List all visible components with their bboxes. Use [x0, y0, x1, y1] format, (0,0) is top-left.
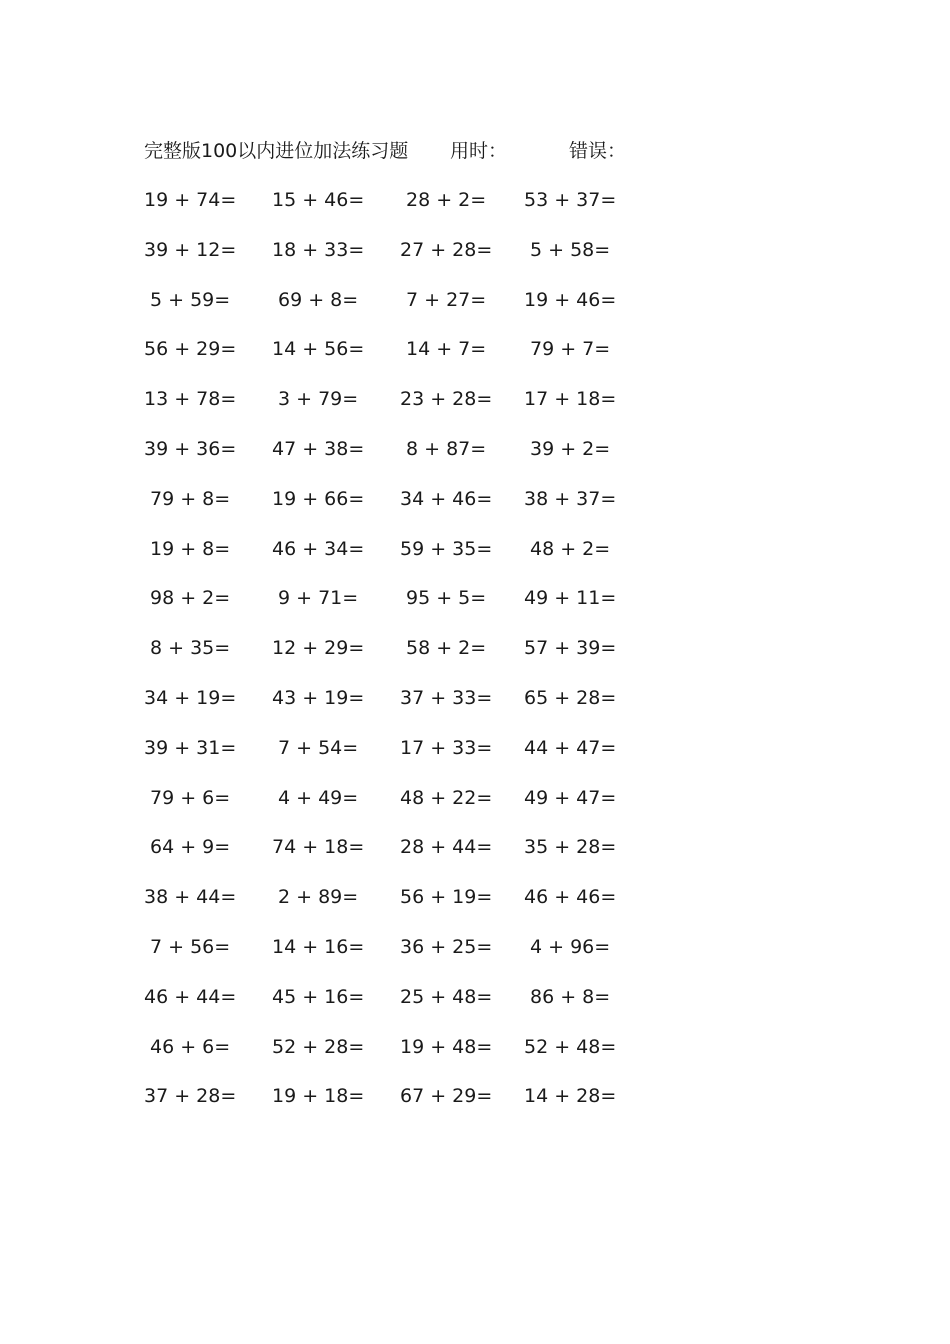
addition-problem: 52 + 48= [524, 1035, 617, 1058]
addition-problem: 25 + 48= [400, 985, 493, 1008]
addition-problem: 65 + 28= [524, 687, 617, 709]
addition-problem: 39 + 31= [144, 736, 237, 759]
problem-row [0, 434, 950, 464]
addition-problem: 3 + 79= [278, 388, 359, 411]
addition-problem: 19 + 74= [144, 189, 237, 211]
addition-problem: 79 + 7= [530, 338, 611, 361]
addition-problem: 9 + 71= [278, 587, 359, 610]
problem-row [0, 384, 950, 414]
addition-problem: 34 + 19= [144, 687, 237, 709]
addition-problem: 7 + 56= [150, 936, 231, 958]
addition-problem: 37 + 33= [400, 687, 493, 709]
addition-problem: 44 + 47= [524, 736, 617, 759]
addition-problem: 49 + 47= [524, 786, 617, 809]
addition-problem: 79 + 8= [150, 487, 231, 510]
addition-problem: 5 + 58= [530, 238, 611, 261]
addition-problem: 56 + 29= [144, 338, 237, 361]
problem-row [0, 932, 950, 962]
problem-row [0, 633, 950, 663]
addition-problem: 5 + 59= [150, 288, 231, 311]
addition-problem: 14 + 28= [524, 1085, 617, 1108]
addition-problem: 47 + 38= [272, 438, 365, 460]
problem-row [0, 534, 950, 564]
addition-problem: 4 + 96= [530, 936, 611, 958]
addition-problem: 14 + 16= [272, 936, 365, 958]
addition-problem: 19 + 66= [272, 487, 365, 510]
addition-problem: 48 + 22= [400, 786, 493, 809]
addition-problem: 8 + 87= [406, 438, 487, 460]
addition-problem: 38 + 44= [144, 886, 237, 909]
time-used-label: 用时： [450, 140, 508, 162]
addition-problem: 17 + 18= [524, 388, 617, 411]
problem-row [0, 235, 950, 265]
addition-problem: 13 + 78= [144, 388, 237, 411]
addition-problem: 48 + 2= [530, 537, 611, 560]
addition-problem: 46 + 34= [272, 537, 365, 560]
addition-problem: 37 + 28= [144, 1085, 237, 1108]
problem-row [0, 982, 950, 1012]
addition-problem: 39 + 2= [530, 438, 611, 460]
addition-problem: 39 + 36= [144, 438, 237, 460]
addition-problem: 19 + 48= [400, 1035, 493, 1058]
problem-row [0, 484, 950, 514]
problem-row [0, 783, 950, 813]
problem-row [0, 185, 950, 215]
problem-row [0, 882, 950, 912]
problem-row [0, 1032, 950, 1062]
addition-problem: 45 + 16= [272, 985, 365, 1008]
addition-problem: 49 + 11= [524, 587, 617, 610]
addition-problem: 98 + 2= [150, 587, 231, 610]
problem-row [0, 1081, 950, 1111]
addition-problem: 35 + 28= [524, 836, 617, 859]
addition-problem: 19 + 18= [272, 1085, 365, 1108]
addition-problem: 69 + 8= [278, 288, 359, 311]
addition-problem: 57 + 39= [524, 637, 617, 660]
addition-problem: 53 + 37= [524, 189, 617, 211]
addition-problem: 14 + 56= [272, 338, 365, 361]
addition-problem: 56 + 19= [400, 886, 493, 909]
addition-problem: 19 + 8= [150, 537, 231, 560]
addition-problem: 34 + 46= [400, 487, 493, 510]
addition-problem: 67 + 29= [400, 1085, 493, 1108]
addition-problem: 2 + 89= [278, 886, 359, 909]
errors-label: 错误： [569, 140, 627, 162]
addition-problem: 86 + 8= [530, 985, 611, 1008]
addition-problem: 15 + 46= [272, 189, 365, 211]
addition-problem: 23 + 28= [400, 388, 493, 411]
problem-row [0, 733, 950, 763]
addition-problem: 95 + 5= [406, 587, 487, 610]
addition-problem: 58 + 2= [406, 637, 487, 660]
addition-problem: 64 + 9= [150, 836, 231, 859]
problem-row [0, 334, 950, 364]
addition-problem: 46 + 46= [524, 886, 617, 909]
addition-problem: 4 + 49= [278, 786, 359, 809]
addition-problem: 7 + 54= [278, 736, 359, 759]
addition-problem: 46 + 44= [144, 985, 237, 1008]
addition-problem: 39 + 12= [144, 238, 237, 261]
problem-row [0, 583, 950, 613]
worksheet-title: 完整版100以内进位加法练习题 [144, 140, 409, 162]
addition-problem: 19 + 46= [524, 288, 617, 311]
addition-problem: 18 + 33= [272, 238, 365, 261]
addition-problem: 38 + 37= [524, 487, 617, 510]
addition-problem: 7 + 27= [406, 288, 487, 311]
addition-problem: 46 + 6= [150, 1035, 231, 1058]
addition-problem: 17 + 33= [400, 736, 493, 759]
addition-problem: 14 + 7= [406, 338, 487, 361]
problem-row [0, 832, 950, 862]
addition-problem: 12 + 29= [272, 637, 365, 660]
problem-row [0, 285, 950, 315]
addition-problem: 79 + 6= [150, 786, 231, 809]
addition-problem: 59 + 35= [400, 537, 493, 560]
addition-problem: 27 + 28= [400, 238, 493, 261]
addition-problem: 43 + 19= [272, 687, 365, 709]
addition-problem: 52 + 28= [272, 1035, 365, 1058]
addition-problem: 8 + 35= [150, 637, 231, 660]
problem-row [0, 683, 950, 713]
addition-problem: 28 + 2= [406, 189, 487, 211]
addition-problem: 28 + 44= [400, 836, 493, 859]
addition-problem: 36 + 25= [400, 936, 493, 958]
addition-problem: 74 + 18= [272, 836, 365, 859]
